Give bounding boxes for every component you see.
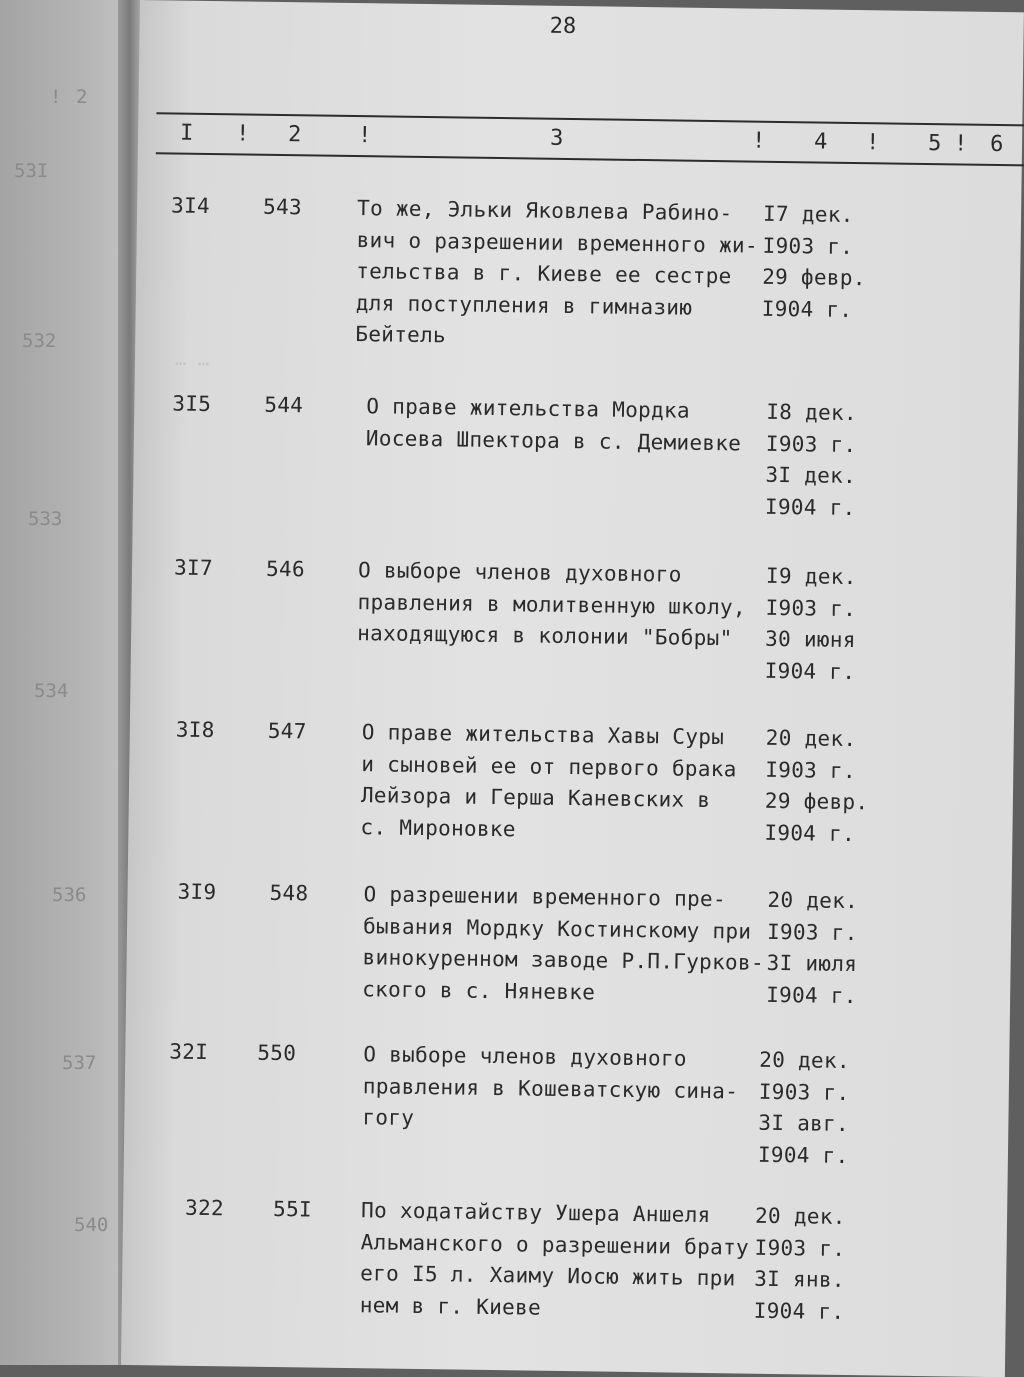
left-page-fragment: ! <box>50 86 62 108</box>
row-description: О разрешении временного пре- бывания Мордку Костинскому при винокуренном заводе Р.П.Гурков- ского в с. Няневке <box>362 882 765 1004</box>
header-col-3: 3 <box>549 125 564 151</box>
row-dates: 20 дек. I903 г. 3I июля I904 г. <box>766 887 859 1008</box>
row-number: 3I5 <box>172 391 212 417</box>
header-separator: ! <box>751 128 766 154</box>
row-number: 3I4 <box>170 193 211 218</box>
row-dates: 20 дек. I903 г. 29 февр. I904 г. <box>764 725 869 846</box>
left-page-fragment: 532 <box>22 330 57 352</box>
header-col-1: I <box>179 120 194 146</box>
header-separator: ! <box>953 131 968 157</box>
left-page-fragment: 2 <box>76 86 88 108</box>
row-dates: I9 дек. I903 г. 30 июня I904 г. <box>764 563 857 684</box>
header-separator: ! <box>235 121 250 147</box>
left-page-edge <box>0 0 130 1365</box>
row-number: 3I7 <box>173 555 214 581</box>
row-document-number: 547 <box>267 718 307 744</box>
header-col-2: 2 <box>287 122 302 148</box>
row-number: 322 <box>184 1195 225 1221</box>
row-description: О праве жительства Мордка Иосева Шпектора в с. Демиевке <box>365 394 742 455</box>
row-dates: I8 дек. I903 г. 3I дек. I904 г. <box>764 399 858 520</box>
row-document-number: 544 <box>264 392 304 418</box>
header-top-rule <box>156 112 1024 126</box>
row-description: О праве жительства Хавы Суры и сыновей ее от первого брака Лейзора и Герша Каневских в с. Мироновке <box>360 720 737 841</box>
row-description: О выборе членов духовного правления в молитвенную школу, находящуюся в колонии "Бобры" <box>357 558 747 651</box>
page-number: 28 <box>549 13 577 40</box>
row-document-number: 548 <box>269 880 309 906</box>
left-page-fragment: 540 <box>74 1214 109 1236</box>
left-page-fragment: 53I <box>14 160 49 182</box>
left-page-fragment: 537 <box>62 1052 97 1074</box>
left-page-fragment: 533 <box>28 508 63 530</box>
row-dates: I7 дек. I903 г. 29 февр. I904 г. <box>761 201 866 322</box>
header-bottom-rule <box>156 152 1024 166</box>
header-separator: ! <box>357 123 372 149</box>
header-col-4: 4 <box>813 129 828 155</box>
header-col-6: 6 <box>989 131 1004 158</box>
row-dates: 20 дек. I903 г. 3I янв. I904 г. <box>753 1203 846 1324</box>
header-separator: ! <box>865 130 880 156</box>
row-description: По ходатайству Ушера Аншеля Альманского о разрешении брату его I5 л. Хаиму Иосю жить при нем в г. Киеве <box>359 1198 750 1320</box>
row-description: О выборе членов духовного правления в Кошеватскую сина- гогу <box>362 1042 739 1130</box>
left-page-fragment: 534 <box>34 680 69 702</box>
left-page-fragment: 536 <box>52 884 87 906</box>
row-number: 3I8 <box>175 717 215 743</box>
row-number: 3I9 <box>177 879 217 905</box>
header-col-5: 5 <box>927 131 942 157</box>
row-document-number: 543 <box>262 194 303 220</box>
bleed-through-text: ⋯ ⋯ <box>174 352 210 376</box>
row-document-number: 550 <box>257 1040 297 1066</box>
row-document-number: 546 <box>265 556 306 582</box>
row-dates: 20 дек. I903 г. 3I авг. I904 г. <box>757 1047 851 1168</box>
row-description: То же, Эльки Яковлева Рабино- вич о разрешении временного жи- тельства в г. Киеве ее сестре для поступления в гимназию Бейтель <box>355 196 759 348</box>
document-page <box>121 0 1024 1377</box>
row-document-number: 55I <box>272 1196 313 1222</box>
row-number: 32I <box>169 1039 209 1065</box>
